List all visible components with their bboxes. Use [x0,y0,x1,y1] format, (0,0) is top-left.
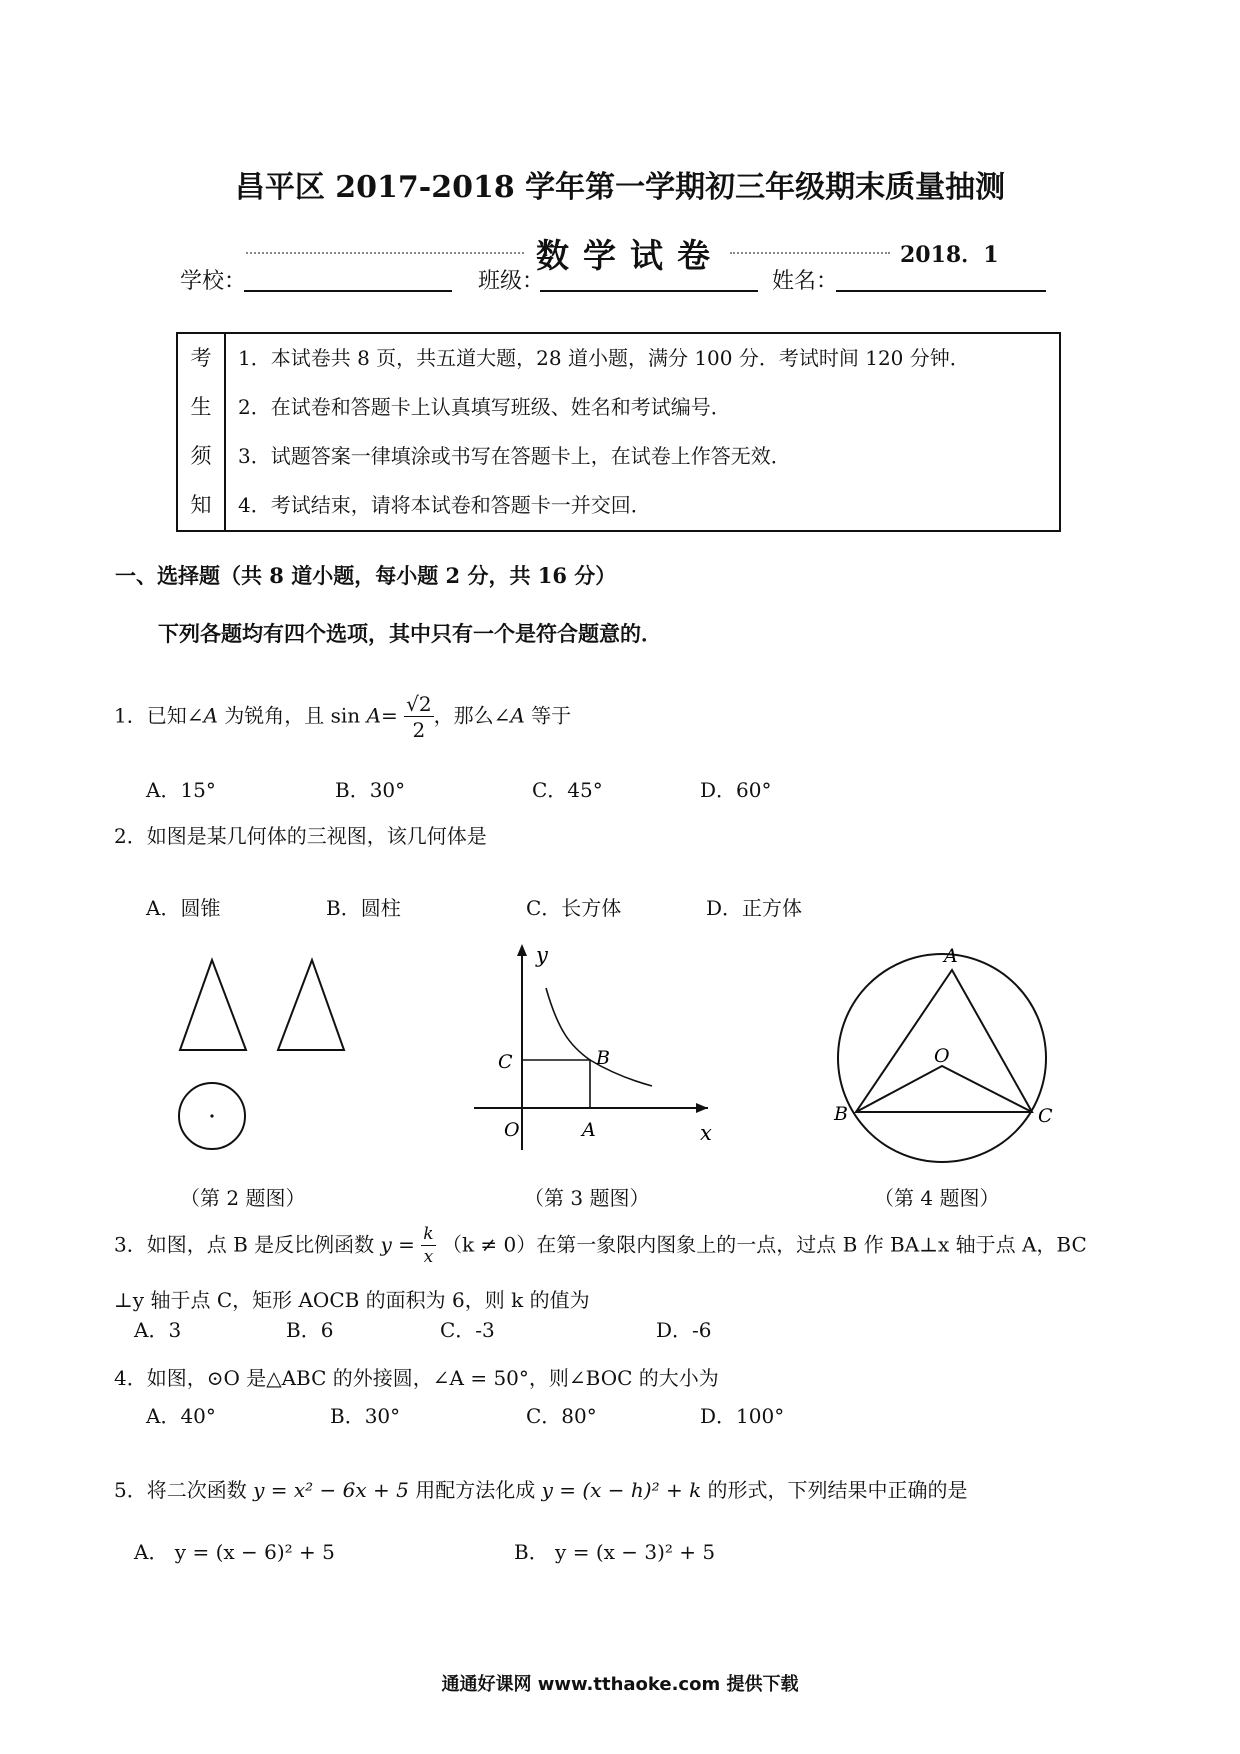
q5-stem-c: 的形式，下列结果中正确的是 [701,1478,968,1502]
q3-rest: 在第一象限内图象上的一点，过点 B 作 BA⊥x 轴于点 A，BC [536,1232,1087,1257]
label-o: O [504,1119,520,1141]
q1-eq: = [381,703,398,728]
q4-option-a[interactable]: A．40° [146,1404,216,1428]
q3-prefix: 3．如图，点 B 是反比例函数 [114,1232,375,1257]
q2-option-a[interactable]: A．圆锥 [146,896,221,920]
label-x: x [700,1121,712,1145]
notice-table [176,332,1061,532]
notice-item: 3．试题答案一律填涂或书写在答题卡上，在试卷上作答无效． [238,444,791,468]
q1-fraction [404,694,433,740]
q1-numerator: √2 [406,692,432,716]
q2-option-c[interactable]: C．长方体 [526,896,622,920]
question-1 [114,694,571,740]
notice-item: 4．考试结束，请将本试卷和答题卡一并交回． [238,493,651,517]
question-3-line-2: ⊥y 轴于点 C，矩形 AOCB 的面积为 6，则 k 的值为 [114,1288,590,1312]
figure-4-circumcircle [830,940,1060,1170]
x-axis-arrow-icon [696,1103,708,1113]
school-field[interactable] [244,290,452,292]
q1-var: A [510,703,525,728]
q1-var: A [203,703,218,728]
section-instruction: 下列各题均有四个选项，其中只有一个是符合题意的． [158,621,662,646]
q4-option-d[interactable]: D．100° [700,1404,785,1428]
label-b: B [596,1047,610,1069]
notice-side-char: 生 [190,395,212,419]
q2-option-d[interactable]: D．正方体 [706,896,803,920]
q5-stem-b: 用配方法化成 [408,1478,542,1502]
caption-figure-3: （第 3 题图） [524,1186,650,1210]
q1-mid: 为锐角，且 sin [217,703,367,728]
label-a: A [582,1119,596,1141]
q3-option-a[interactable]: A．3 [134,1318,182,1342]
triangle-abc [856,970,1032,1112]
school-label: 学校： [180,269,247,294]
top-view-center-dot [210,1114,213,1117]
question-2: 2．如图是某几何体的三视图，该几何体是 [114,824,487,848]
q1-prefix: 1．已知∠ [114,703,204,728]
q1-option-b[interactable]: B．30° [335,778,406,802]
caption-figure-4: （第 4 题图） [874,1186,1000,1210]
question-3 [114,1226,1087,1266]
front-view-triangle [180,960,246,1050]
class-label: 班级： [478,269,545,294]
q2-option-b[interactable]: B．圆柱 [326,896,401,920]
label-c: C [1038,1105,1053,1127]
q3-func-numerator: k [423,1224,434,1244]
q3-condition: （k ≠ 0） [441,1232,537,1257]
name-label: 姓名： [772,269,839,294]
q1-suffix-end: 等于 [524,703,572,728]
notice-side-char: 知 [190,493,212,517]
dotted-rule-left [246,252,524,254]
footer-source: 通通好课网 www.tthaoke.com 提供下载 [441,1674,799,1695]
q1-suffix: ，那么∠ [433,703,511,728]
figure-3-graph [470,940,720,1160]
section-heading: 一、选择题（共 8 道小题，每小题 2 分，共 16 分） [115,563,617,588]
dotted-rule-right [730,252,890,254]
figure-2-three-views [170,940,360,1150]
q3-option-d[interactable]: D．-6 [656,1318,712,1342]
class-field[interactable] [540,290,758,292]
caption-figure-2: （第 2 题图） [180,1186,306,1210]
label-y: y [536,943,548,967]
q3-option-c[interactable]: C．-3 [440,1318,495,1342]
label-o: O [934,1045,950,1067]
q5-expression-1: y = x² − 6x + 5 [253,1478,409,1502]
q5-option-b[interactable]: B． y = (x − 3)² + 5 [514,1540,716,1564]
side-view-triangle [278,960,344,1050]
notice-side-char: 考 [190,346,212,370]
label-a: A [944,945,958,967]
question-5 [114,1474,968,1503]
notice-item: 1．本试卷共 8 页，共五道大题，28 道小题，满分 100 分．考试时间 120 分钟． [238,346,970,370]
notice-item: 2．在试卷和答题卡上认真填写班级、姓名和考试编号． [238,395,731,419]
q5-expression-2: y = (x − h)² + k [541,1478,702,1502]
name-field[interactable] [836,290,1046,292]
q3-func-y: y = [380,1232,415,1257]
hyperbola-curve [546,988,652,1086]
question-4: 4．如图，⊙O 是△ABC 的外接圆，∠A = 50°，则∠BOC 的大小为 [114,1366,719,1390]
q3-func-denominator: x [423,1247,434,1267]
label-c: C [498,1051,513,1073]
notice-side-char: 须 [190,444,212,468]
notice-items [225,333,1060,531]
q5-stem-a: 5．将二次函数 [114,1478,254,1502]
q4-option-c[interactable]: C．80° [526,1404,597,1428]
q3-option-b[interactable]: B．6 [286,1318,334,1342]
exam-date: 2018．1 [900,242,999,268]
exam-subtitle: 数学试卷 [536,236,724,275]
exam-title: 昌平区 2017-2018 学年第一学期初三年级期末质量抽测 [234,170,1006,205]
q1-option-a[interactable]: A．15° [146,778,216,802]
notice-side-label [177,333,225,531]
rectangle-aocb [522,1060,590,1108]
label-b: B [834,1103,848,1125]
q5-option-a[interactable]: A． y = (x − 6)² + 5 [134,1540,335,1564]
q1-option-c[interactable]: C．45° [532,778,603,802]
q1-option-d[interactable]: D．60° [700,778,772,802]
y-axis-arrow-icon [517,944,527,956]
q1-denominator: 2 [412,718,426,742]
q4-option-b[interactable]: B．30° [330,1404,401,1428]
q1-var: A [366,703,382,728]
q3-function-fraction [421,1226,435,1266]
